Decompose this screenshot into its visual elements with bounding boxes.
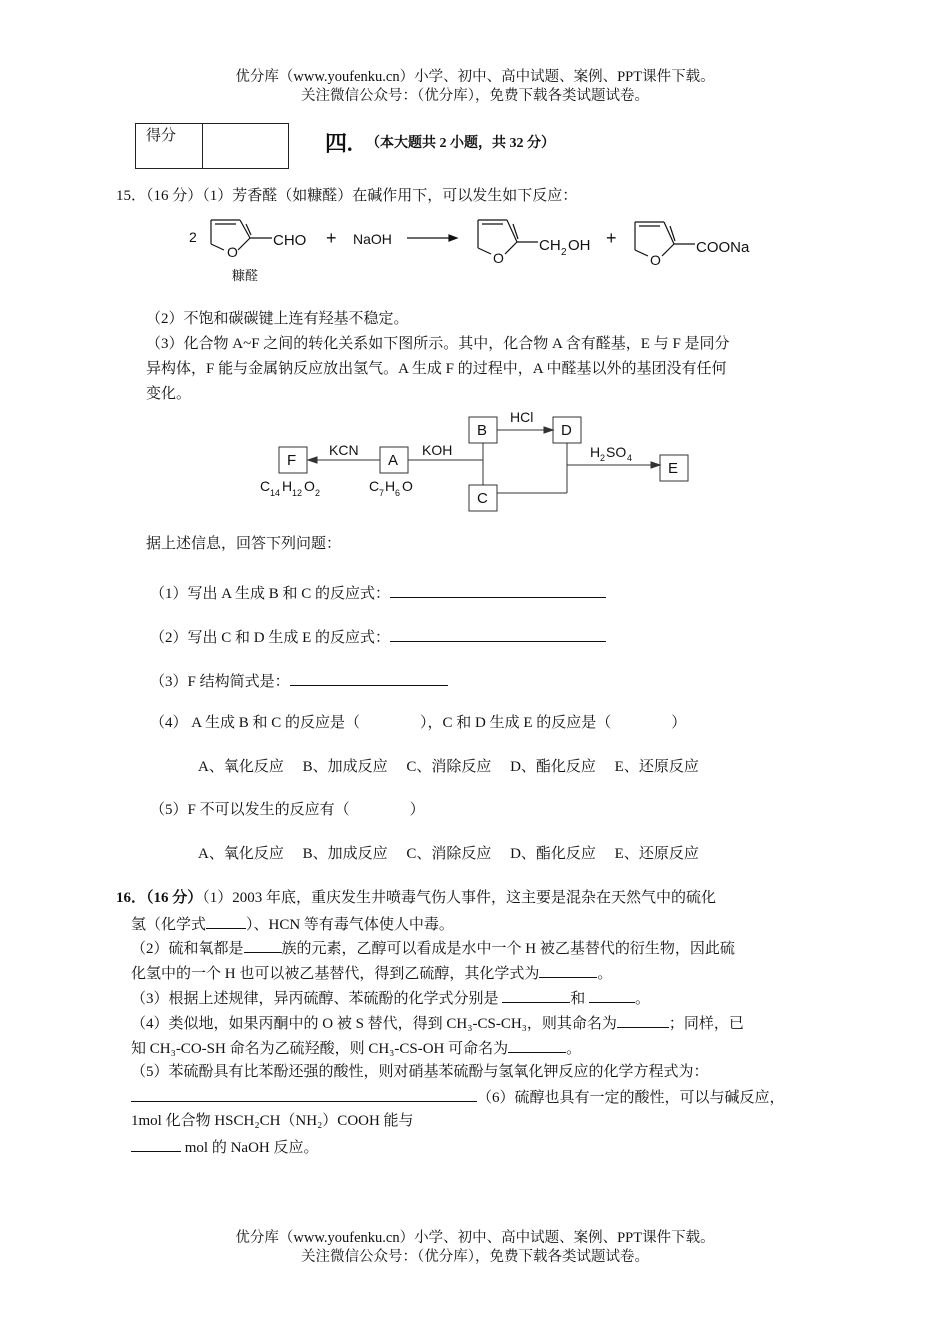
blank-thioacetone[interactable] bbox=[617, 1012, 669, 1028]
reagent-h2so4-so: SO bbox=[606, 444, 627, 460]
blank-naoh-mol[interactable] bbox=[131, 1136, 181, 1152]
q15-options-1: A、氧化反应 B、加成反应 C、消除反应 D、酯化反应 E、还原反应 bbox=[198, 759, 699, 775]
blank-group[interactable] bbox=[244, 937, 282, 953]
q16-line2 bbox=[131, 913, 454, 935]
reaction-coefficient: 2 bbox=[189, 229, 197, 245]
q16-l5c: 。 bbox=[635, 991, 651, 1007]
formula-A-h: H bbox=[385, 478, 396, 494]
ring-o-3: O bbox=[650, 252, 661, 268]
blank-h2s[interactable] bbox=[206, 913, 246, 929]
reagent-koh: KOH bbox=[422, 442, 453, 458]
q16-l9: （6）硫醇也具有一定的酸性，可以与碱反应， bbox=[477, 1090, 785, 1106]
header-line-2: 关注微信公众号：（优分库），免费下载各类试题试卷。 bbox=[301, 88, 649, 104]
q15-sub1-text: （1）写出 A 生成 B 和 C 的反应式： bbox=[150, 586, 391, 602]
section-note: （本大题共 2 小题，共 32 分） bbox=[366, 136, 555, 151]
formula-F-on: 2 bbox=[315, 488, 321, 498]
q16-l6b: ；同样，已 bbox=[668, 1016, 744, 1032]
label-F: F bbox=[287, 452, 297, 469]
q15-sub5: （5）F 不可以发生的反应有（ ） bbox=[150, 802, 425, 818]
ring-o-2: O bbox=[493, 250, 504, 266]
blank-isopropyl-thiol[interactable] bbox=[502, 987, 570, 1003]
q16-l2b: ）、HCN 等有毒气体使人中毒。 bbox=[246, 917, 454, 933]
reagent-h2so4-sub2: 4 bbox=[627, 453, 633, 463]
q16-line10: 1mol 化合物 HSCH₂CH（NH₂）COOH 能与 bbox=[131, 1113, 414, 1129]
furan-ring-3 bbox=[635, 222, 695, 256]
conversion-scheme bbox=[255, 405, 705, 520]
reagent-kcn: KCN bbox=[329, 442, 359, 458]
reaction-arrow bbox=[407, 235, 457, 241]
q15-sub3-text: （3）F 结构简式是： bbox=[150, 674, 290, 690]
q16-line8: （5）苯硫酚具有比苯酚还强的酸性，则对硝基苯硫酚与氢氧化钾反应的化学方程式为： bbox=[131, 1064, 709, 1080]
q15-intro: 15．（16 分）（1）芳香醛（如糠醛）在碱作用下，可以发生如下反应： bbox=[116, 188, 578, 204]
answer-blank-1[interactable] bbox=[390, 582, 606, 598]
q16-l4a: 化氢中的一个 H 也可以被乙基替代，得到乙硫醇，其化学式为 bbox=[131, 966, 540, 982]
q15-sub2 bbox=[150, 626, 606, 648]
label-E: E bbox=[668, 460, 679, 477]
q16-line1 bbox=[116, 888, 716, 908]
q16-line6 bbox=[131, 1012, 744, 1034]
q16-line5 bbox=[131, 987, 650, 1009]
q16-l5b: 和 bbox=[570, 991, 586, 1007]
score-box bbox=[135, 123, 289, 169]
reagent-hcl: HCl bbox=[510, 409, 534, 425]
naoh-reagent: NaOH bbox=[353, 231, 392, 247]
plus-1: + bbox=[326, 228, 337, 248]
formula-A-cn: 7 bbox=[379, 488, 385, 498]
blank-thiophenol[interactable] bbox=[589, 987, 635, 1003]
reagent-h2so4-h: H bbox=[590, 444, 601, 460]
formula-A-o: O bbox=[402, 478, 413, 494]
ch2oh-oh: OH bbox=[568, 237, 591, 254]
q15-lead: 据上述信息，回答下列问题： bbox=[146, 536, 342, 552]
reagent-h2so4-sub1: 2 bbox=[600, 453, 606, 463]
blank-thioacid-name[interactable] bbox=[508, 1037, 566, 1053]
q16-l11: mol 的 NaOH 反应。 bbox=[184, 1140, 319, 1156]
q16-l3b: 族的元素，乙醇可以看成是水中一个 H 被乙基替代的衍生物，因此硫 bbox=[281, 941, 735, 957]
q16-l2a: 氢（化学式 bbox=[131, 917, 207, 933]
score-box-divider bbox=[202, 124, 203, 168]
q16-l3a: （2）硫和氧都是 bbox=[131, 941, 244, 957]
q16-number: 16．（16 分） bbox=[116, 890, 203, 906]
q15-part3-line3: 变化。 bbox=[146, 386, 192, 402]
label-B: B bbox=[477, 422, 488, 439]
q15-part3-line2: 异构体，F 能与金属钠反应放出氢气。A 生成 F 的过程中，A 中醛基以外的基团没有任何 bbox=[146, 361, 727, 377]
q16-l4b: 。 bbox=[597, 966, 613, 982]
ring-o-1: O bbox=[227, 244, 238, 260]
cho-group: CHO bbox=[273, 232, 307, 249]
plus-2: + bbox=[606, 228, 617, 248]
q16-line11 bbox=[131, 1136, 319, 1158]
q15-sub1 bbox=[150, 582, 606, 604]
score-label: 得分 bbox=[146, 128, 177, 144]
label-D: D bbox=[561, 422, 572, 439]
blank-equation[interactable] bbox=[131, 1086, 477, 1102]
formula-F-o: O bbox=[304, 478, 315, 494]
q16-l6a: （4）类似地，如果丙酮中的 O 被 S 替代，得到 CH₃-CS-CH₃，则其命名为 bbox=[131, 1016, 617, 1032]
q16-line3 bbox=[131, 937, 735, 959]
section-number: 四. bbox=[325, 131, 353, 156]
label-A: A bbox=[388, 452, 399, 469]
answer-blank-2[interactable] bbox=[390, 626, 606, 642]
label-C: C bbox=[477, 490, 488, 507]
coona-group: COONa bbox=[696, 239, 750, 256]
q16-l1-text: （1）2003 年底，重庆发生井喷毒气伤人事件，这主要是混杂在天然气中的硫化 bbox=[202, 890, 717, 906]
furan-ring-2 bbox=[478, 220, 538, 254]
footer-line-1: 优分库（www.youfenku.cn）小学、初中、高中试题、案例、PPT课件下载。 bbox=[235, 1230, 715, 1246]
q16-line7 bbox=[131, 1037, 581, 1059]
formula-A-c: C bbox=[369, 478, 380, 494]
q15-sub4: （4） A 生成 B 和 C 的反应是（ ），C 和 D 生成 E 的反应是（ ） bbox=[150, 715, 687, 731]
ch2oh-c: CH bbox=[539, 237, 561, 254]
q15-sub3 bbox=[150, 670, 448, 692]
q16-line4 bbox=[131, 962, 612, 984]
q15-options-2: A、氧化反应 B、加成反应 C、消除反应 D、酯化反应 E、还原反应 bbox=[198, 846, 699, 862]
blank-ethanethiol[interactable] bbox=[539, 962, 597, 978]
q15-part3-line1: （3）化合物 A~F 之间的转化关系如下图所示。其中，化合物 A 含有醛基，E 与 F 是同分 bbox=[146, 336, 730, 352]
q16-l5a: （3）根据上述规律，异丙硫醇、苯硫酚的化学式分别是 bbox=[131, 991, 499, 1007]
formula-F-cn: 14 bbox=[270, 488, 281, 498]
header-line-1: 优分库（www.youfenku.cn）小学、初中、高中试题、案例、PPT课件下载。 bbox=[235, 69, 715, 85]
q16-l7a: 知 CH₃-CO-SH 命名为乙硫羟酸，则 CH₃-CS-OH 可命名为 bbox=[131, 1041, 509, 1057]
cannizzaro-reaction bbox=[180, 208, 780, 288]
footer-line-2: 关注微信公众号：（优分库），免费下载各类试题试卷。 bbox=[301, 1249, 649, 1265]
furan-ring-1 bbox=[211, 220, 272, 250]
furfural-name: 糠醛 bbox=[232, 268, 259, 283]
formula-F-h: H bbox=[282, 478, 293, 494]
answer-blank-3[interactable] bbox=[290, 670, 448, 686]
q15-sub2-text: （2）写出 C 和 D 生成 E 的反应式： bbox=[150, 630, 391, 646]
q16-line9 bbox=[131, 1086, 785, 1108]
formula-F-c: C bbox=[260, 478, 271, 494]
formula-A-hn: 6 bbox=[395, 488, 401, 498]
ch2oh-sub: 2 bbox=[561, 247, 567, 258]
q15-part2: （2）不饱和碳碳键上连有羟基不稳定。 bbox=[146, 311, 409, 327]
q16-l7b: 。 bbox=[566, 1041, 582, 1057]
formula-F-hn: 12 bbox=[292, 488, 303, 498]
